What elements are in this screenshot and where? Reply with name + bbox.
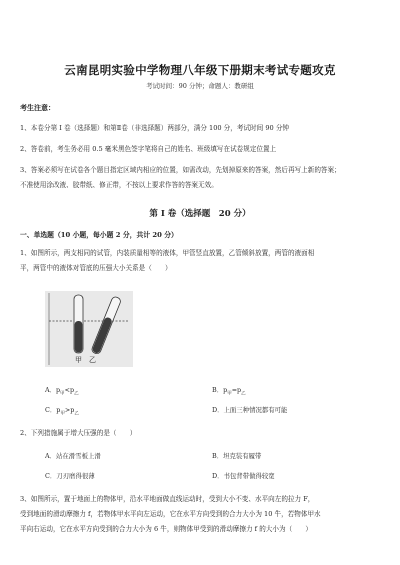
tube-jia [74, 295, 83, 353]
section-sub-heading: 一、单选题（10 小题，每小题 2 分，共计 20 分） [20, 231, 178, 239]
q1-option-d[interactable]: D．上面三种情况都有可能 [212, 406, 288, 414]
section-title: 第 I 卷（选择题 20 分） [149, 209, 251, 219]
q1-stem-line-1: 1、如图所示，两支相同的试管，内装质量相等的液体，甲管竖直放置，乙管倾斜放置，两管的液面相 [20, 249, 315, 257]
q3-stem-line-2: 受到地面的滑动摩擦力 f，若物体甲水平向左运动，它在水平方向受到的合力大小为 10 牛，若物体甲水 [20, 510, 321, 518]
notice-item-2: 2、答卷前，考生务必用 0.5 毫米黑色签字笔将自己的姓名、班级填写在试卷规定位置上 [20, 145, 277, 153]
q1-stem-line-2: 平，两管中的液体对管底的压强大小关系是（ ） [20, 264, 172, 272]
q2-stem: 2、下列措施属于增大压强的是（ ） [20, 429, 137, 437]
figure-label: 甲 乙 [75, 356, 96, 364]
q2-option-c[interactable]: C．刀刃磨得很薄 [45, 472, 95, 480]
notice-item-3-cont: 不准使用涂改液、胶带纸、修正带，不按以上要求作答的答案无效。 [20, 181, 218, 189]
page-title: 云南昆明实验中学物理八年级下册期末考试专题攻克 [64, 63, 336, 77]
notice-heading: 考生注意： [20, 103, 55, 112]
q2-option-a[interactable]: A．站在滑雪板上滑 [45, 452, 101, 460]
test-tube-figure [45, 291, 133, 367]
q1-option-a[interactable]: A．$p_甲<p_乙$ [45, 386, 79, 397]
notice-item-1: 1、本卷分第 I 卷（选择题）和第Ⅱ卷（非选择题）两部分，满分 100 分，考试时间 90 分钟 [20, 124, 290, 132]
q1-option-c[interactable]: C．$p_甲>p_乙$ [45, 406, 79, 417]
q2-option-d[interactable]: D．书包背带做得较宽 [212, 472, 275, 480]
q1-option-b[interactable]: B．$p_甲=p_乙$ [212, 386, 246, 397]
q3-stem-line-1: 3、如图所示，置于地面上的物体甲，沿水平地面做直线运动时，受到大小不变、水平向左的拉力 F， [20, 495, 315, 503]
q2-option-b[interactable]: B．坦克装有履带 [212, 452, 262, 460]
q3-stem-line-3: 平向右运动，它在水平方向受到的合力大小为 6 牛，则物体甲受到的滑动摩擦力 f 的大小为（ ） [20, 525, 312, 533]
exam-info: 考试时间：90 分钟；命题人：教研组 [146, 82, 254, 90]
notice-item-3: 3、答案必须写在试卷各个题目指定区域内相应的位置，如需改动，先划掉原来的答案，然后再写上新的答案； [20, 166, 341, 174]
